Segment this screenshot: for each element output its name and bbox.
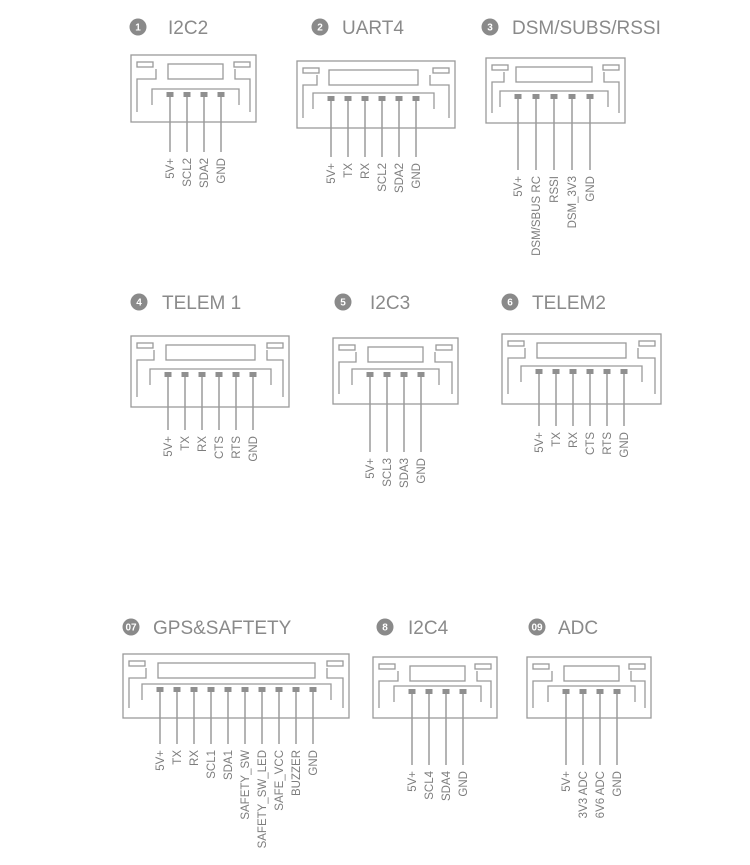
pin-label: RTS — [231, 436, 243, 459]
pin-label: 3V3 ADC — [578, 771, 590, 819]
pin-head-icon — [208, 687, 215, 692]
badge-number: 8 — [382, 622, 388, 634]
pin — [549, 94, 561, 203]
pin-head-icon — [328, 96, 335, 101]
pin-head-icon — [184, 92, 191, 97]
pin-head-icon — [276, 687, 283, 692]
pin — [155, 687, 167, 771]
pin-head-icon — [551, 94, 558, 99]
pin-head-icon — [367, 372, 374, 377]
badge-number: 6 — [507, 297, 513, 309]
pin — [291, 687, 303, 796]
badge-number: 09 — [531, 622, 543, 634]
pin-head-icon — [225, 687, 232, 692]
pin-head-icon — [460, 689, 467, 694]
pin-label: GND — [619, 432, 631, 458]
pin — [197, 372, 209, 452]
number-badge — [482, 19, 499, 36]
pin-head-icon — [563, 689, 570, 694]
pin — [189, 687, 201, 766]
connector-housing-icon — [123, 654, 349, 718]
pin — [172, 687, 184, 765]
connector-housing-icon — [131, 336, 289, 407]
connector-title: DSM/SUBS/RSSI — [512, 18, 661, 39]
pin-label: 5V+ — [407, 771, 419, 792]
pin-label: GND — [216, 158, 228, 184]
pin — [365, 372, 377, 479]
pin — [223, 687, 235, 780]
pin-head-icon — [401, 372, 408, 377]
pin-label: SDA3 — [399, 458, 411, 489]
pin-label: CTS — [214, 436, 226, 459]
pin-head-icon — [621, 369, 628, 374]
pin-label: SCL3 — [382, 458, 394, 487]
pin-head-icon — [182, 372, 189, 377]
number-badge — [377, 619, 394, 636]
pin-label: SDA2 — [199, 158, 211, 189]
number-badge — [529, 619, 546, 636]
pin-head-icon — [396, 96, 403, 101]
pin-head-icon — [409, 689, 416, 694]
pin-label: GND — [248, 436, 260, 462]
pin-label: RX — [197, 436, 209, 452]
pin-label: 6V6 ADC — [595, 771, 607, 819]
connector-i2c2 — [130, 18, 257, 188]
pin — [407, 689, 419, 792]
connector-i2c4 — [373, 618, 497, 801]
connector-title: GPS&SAFTETY — [153, 618, 292, 639]
pin-label: GND — [411, 163, 423, 189]
pin-label: SDA2 — [394, 163, 406, 194]
pin-head-icon — [362, 96, 369, 101]
pin-head-icon — [570, 369, 577, 374]
pin-head-icon — [191, 687, 198, 692]
connector-adc — [527, 618, 651, 818]
pin-label: SAFETY_SW_LED — [257, 750, 269, 849]
pin-head-icon — [569, 94, 576, 99]
pin-label: 5V+ — [155, 750, 167, 771]
pin — [411, 96, 423, 189]
pin — [326, 96, 338, 184]
pin-label: SDA4 — [441, 771, 453, 802]
pin — [199, 92, 211, 188]
pin — [534, 369, 546, 453]
pin-label: SAFETY_SW — [240, 750, 252, 820]
pin — [360, 96, 372, 179]
connector-housing-icon — [486, 58, 625, 123]
pin-head-icon — [293, 687, 300, 692]
pin-head-icon — [580, 689, 587, 694]
connector-gps — [123, 618, 350, 848]
connector-title: I2C4 — [408, 618, 449, 639]
pin-label: GND — [612, 771, 624, 797]
pin-head-icon — [174, 687, 181, 692]
pin — [343, 96, 355, 178]
connector-housing-icon — [527, 657, 651, 718]
number-badge — [502, 294, 519, 311]
pin-head-icon — [345, 96, 352, 101]
pin — [551, 369, 563, 447]
pin-label: RX — [360, 163, 372, 179]
pin — [274, 687, 286, 811]
pin — [513, 94, 525, 197]
badge-number: 1 — [135, 22, 141, 34]
pin — [561, 689, 573, 792]
pin-label: SCL2 — [182, 158, 194, 187]
pin — [585, 94, 597, 202]
pin — [458, 689, 470, 797]
pin-label: SCL1 — [206, 750, 218, 779]
pin-label: RX — [189, 750, 201, 766]
pin-head-icon — [199, 372, 206, 377]
pin-head-icon — [604, 369, 611, 374]
connector-title: UART4 — [342, 18, 404, 39]
pin-label: GND — [585, 176, 597, 202]
pin-label: 5V+ — [326, 163, 338, 184]
pin — [619, 369, 631, 458]
connector-title: I2C3 — [370, 293, 411, 314]
connector-title: TELEM 1 — [162, 293, 242, 314]
pin-label: RX — [568, 432, 580, 448]
pin-head-icon — [233, 372, 240, 377]
pin — [424, 689, 436, 800]
pin — [578, 689, 590, 818]
pin — [180, 372, 192, 451]
pin — [399, 372, 411, 488]
connector-telem2 — [502, 293, 662, 458]
pin-label: DSM_3V3 — [567, 176, 579, 229]
connector-telem1 — [131, 293, 290, 462]
pin — [165, 92, 177, 179]
pin-label: CTS — [585, 432, 597, 455]
pin-head-icon — [426, 689, 433, 694]
pin — [231, 372, 243, 459]
pin-label: GND — [416, 458, 428, 484]
pin-head-icon — [216, 372, 223, 377]
pin-label: RTS — [602, 432, 614, 455]
connector-housing-icon — [373, 657, 497, 718]
pin-head-icon — [310, 687, 317, 692]
pin-head-icon — [587, 369, 594, 374]
pin-label: BUZZER — [291, 750, 303, 796]
pin — [248, 372, 260, 462]
pin-head-icon — [443, 689, 450, 694]
pin — [257, 687, 269, 848]
pin — [240, 687, 252, 820]
number-badge — [312, 19, 329, 36]
pin-head-icon — [379, 96, 386, 101]
connector-uart4 — [297, 18, 455, 193]
pin-label: 5V+ — [165, 158, 177, 179]
pin-label: GND — [458, 771, 470, 797]
pin-head-icon — [259, 687, 266, 692]
pin-label: TX — [343, 163, 355, 178]
connector-i2c3 — [333, 293, 458, 488]
pin — [163, 372, 175, 457]
connector-housing-icon — [502, 334, 661, 404]
pin-label: 5V+ — [163, 436, 175, 457]
pin-head-icon — [384, 372, 391, 377]
badge-number: 5 — [340, 297, 346, 309]
number-badge — [130, 19, 147, 36]
pin — [182, 92, 194, 187]
pin-label: 5V+ — [561, 771, 573, 792]
pin-head-icon — [201, 92, 208, 97]
number-badge — [131, 294, 148, 311]
pin-label: SAFE_VCC — [274, 750, 286, 811]
badge-number: 2 — [317, 22, 323, 34]
pin — [416, 372, 428, 484]
connector-title: ADC — [558, 618, 599, 639]
pin — [394, 96, 406, 193]
pin-label: TX — [551, 432, 563, 447]
pin — [585, 369, 597, 455]
pin-label: SCL4 — [424, 771, 436, 800]
pin-head-icon — [533, 94, 540, 99]
pin-head-icon — [536, 369, 543, 374]
pin-head-icon — [413, 96, 420, 101]
pin-label: DSM/SBUS RC — [531, 176, 543, 256]
pin-head-icon — [597, 689, 604, 694]
pin-head-icon — [167, 92, 174, 97]
badge-number: 3 — [487, 22, 493, 34]
pin-label: RSSI — [549, 176, 561, 203]
pin-head-icon — [614, 689, 621, 694]
pin-head-icon — [418, 372, 425, 377]
pin — [568, 369, 580, 448]
pin-label: 5V+ — [365, 458, 377, 479]
pin — [567, 94, 579, 228]
pin-label: SDA1 — [223, 750, 235, 781]
pin — [602, 369, 614, 455]
pin — [214, 372, 226, 459]
pin-label: GND — [308, 750, 320, 776]
connector-housing-icon — [333, 338, 458, 404]
pin — [441, 689, 453, 801]
pin-label: SCL2 — [377, 163, 389, 192]
connector-dsm — [482, 18, 661, 256]
connector-title: TELEM2 — [532, 293, 606, 314]
pin-head-icon — [242, 687, 249, 692]
pin-head-icon — [587, 94, 594, 99]
pin-label: TX — [172, 750, 184, 765]
connector-housing-icon — [297, 61, 455, 128]
pin — [377, 96, 389, 192]
pin — [382, 372, 394, 487]
pin — [216, 92, 228, 184]
connector-title: I2C2 — [168, 18, 209, 39]
pin-head-icon — [218, 92, 225, 97]
pin-head-icon — [157, 687, 164, 692]
pin-label: 5V+ — [534, 432, 546, 453]
pin — [595, 689, 607, 818]
pin-label: 5V+ — [513, 176, 525, 197]
connector-housing-icon — [131, 55, 256, 122]
pin — [308, 687, 320, 776]
pin — [206, 687, 218, 779]
badge-number: 4 — [136, 297, 142, 309]
pin-head-icon — [553, 369, 560, 374]
number-badge — [123, 619, 140, 636]
pin-head-icon — [515, 94, 522, 99]
pin-label: TX — [180, 436, 192, 451]
pin-head-icon — [250, 372, 257, 377]
pin — [612, 689, 624, 797]
pin — [531, 94, 543, 256]
badge-number: 07 — [125, 622, 137, 634]
pin-head-icon — [165, 372, 172, 377]
number-badge — [335, 294, 352, 311]
